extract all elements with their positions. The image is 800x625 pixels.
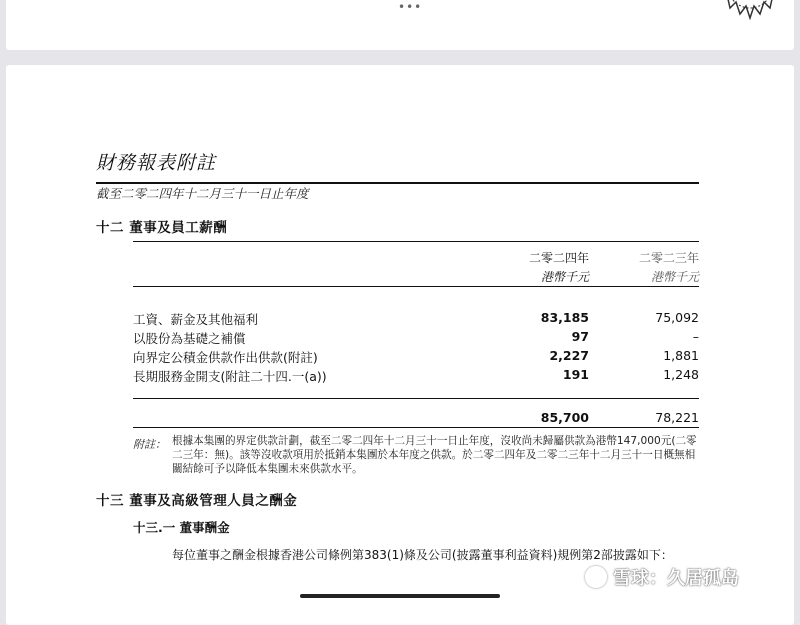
- table-cell-current: 191: [562, 367, 589, 382]
- seal-icon: [722, 0, 778, 22]
- section-12-title: 十二 董事及員工薪酬: [96, 220, 228, 236]
- page-subtitle: 截至二零二四年十二月三十一日止年度: [96, 186, 309, 201]
- more-options-icon[interactable]: •••: [398, 0, 423, 14]
- table-cell-current: 97: [571, 329, 589, 344]
- table-top-rule: [133, 241, 699, 242]
- table-cell-prior: –: [692, 329, 699, 344]
- table-cell-current: 2,227: [549, 348, 589, 363]
- watermark-text: 雪球：久居孤岛: [613, 568, 739, 589]
- note-text: 根據本集團的界定供款計劃，截至二零二四年十二月三十一日止年度，沒收尚未歸屬供款為港幣147,000元(二零二三年：無)。該等沒收款項用於抵銷本集團於本年度之供款。於二零二四年及二零二三年十二月三十一日概無相關結餘可予以降低本集團未來供款水平。: [172, 435, 697, 475]
- section-13-title: 十三 董事及高級管理人員之酬金: [96, 493, 298, 509]
- table-header-rule: [133, 286, 699, 287]
- section-13-paragraph: 每位董事之酬金根據香港公司條例第383(1)條及公司(披露董事利益資料)規例第2部披露如下：: [172, 548, 673, 562]
- page-title: 財務報表附註: [96, 152, 217, 174]
- table-row-label: 工資、薪金及其他福利: [133, 312, 259, 327]
- table-cell-prior: 1,881: [663, 348, 699, 363]
- table-row-label: 以股份為基礎之補償: [133, 331, 246, 346]
- total-top-rule: [133, 398, 699, 399]
- xueqiu-logo-icon: [585, 566, 607, 588]
- note-label: 附註：: [133, 438, 166, 451]
- watermark: [585, 564, 739, 590]
- total-current: 85,700: [540, 410, 589, 425]
- table-cell-prior: 1,248: [663, 367, 699, 382]
- table-row-label: 向界定公積金供款作出供款(附註): [133, 350, 318, 365]
- table-cell-current: 83,185: [540, 310, 589, 325]
- total-bottom-rule: [133, 427, 699, 428]
- previous-page: [6, 0, 794, 50]
- table-cell-prior: 75,092: [655, 310, 699, 325]
- col-header-prior: 二零二三年: [638, 251, 699, 265]
- subsection-13-1-title: 十三.一 董事酬金: [133, 520, 230, 535]
- home-indicator[interactable]: [300, 594, 500, 598]
- col-header-current: 二零二四年: [528, 251, 589, 265]
- table-row-label: 長期服務金開支(附註二十四.一(a)): [133, 369, 327, 384]
- total-prior: 78,221: [655, 410, 699, 425]
- col-unit-current: 港幣千元: [540, 270, 589, 284]
- col-unit-prior: 港幣千元: [650, 270, 699, 284]
